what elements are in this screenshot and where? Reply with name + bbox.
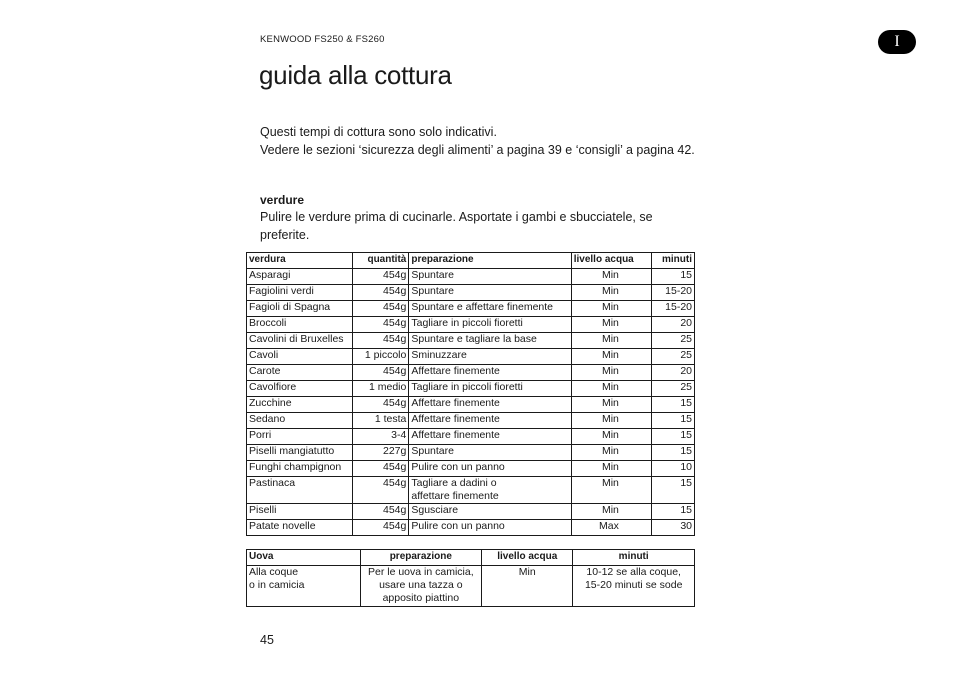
- vegetable-row: [247, 317, 695, 333]
- vegetable-cell: Cavoli: [247, 349, 353, 365]
- vegetable-cell: Porri: [247, 429, 353, 445]
- vegetable-row: [247, 349, 695, 365]
- egg-table: [246, 549, 695, 607]
- vegetable-cell: 10: [651, 461, 694, 477]
- vegetable-cell: Zucchine: [247, 397, 353, 413]
- vegetable-header-cell: livello acqua: [571, 253, 651, 269]
- vegetable-cell: Spuntare: [409, 285, 571, 301]
- vegetable-cell: 1 testa: [353, 413, 409, 429]
- vegetable-header-cell: quantità: [353, 253, 409, 269]
- vegetable-cell: Min: [571, 333, 651, 349]
- vegetable-cell: 1 medio: [353, 381, 409, 397]
- vegetable-cell: 454g: [353, 365, 409, 381]
- vegetable-cell: Piselli: [247, 504, 353, 520]
- vegetable-row: [247, 504, 695, 520]
- vegetable-header-cell: preparazione: [409, 253, 571, 269]
- vegetable-cell: 3-4: [353, 429, 409, 445]
- vegetable-cell: Sgusciare: [409, 504, 571, 520]
- vegetable-row: [247, 365, 695, 381]
- vegetable-row: [247, 381, 695, 397]
- vegetable-cell: Min: [571, 269, 651, 285]
- vegetable-cell: Piselli mangiatutto: [247, 445, 353, 461]
- vegetable-cell: 15: [651, 504, 694, 520]
- vegetable-cell: Min: [571, 504, 651, 520]
- vegetable-cell: Min: [571, 365, 651, 381]
- vegetable-cell: 454g: [353, 301, 409, 317]
- vegetable-cell: 15: [651, 445, 694, 461]
- vegetable-cell: Pastinaca: [247, 477, 353, 504]
- vegetable-cell: Min: [571, 461, 651, 477]
- vegetable-cell: 454g: [353, 397, 409, 413]
- egg-row: [247, 566, 695, 607]
- vegetable-cell: 454g: [353, 520, 409, 536]
- vegetable-cell: Min: [571, 317, 651, 333]
- vegetable-row: [247, 477, 695, 504]
- vegetable-cell: 15-20: [651, 301, 694, 317]
- vegetable-cell: Min: [571, 285, 651, 301]
- egg-table-header: [247, 550, 695, 566]
- vegetable-cell: Max: [571, 520, 651, 536]
- vegetable-cell: Min: [571, 429, 651, 445]
- vegetable-row: [247, 269, 695, 285]
- vegetable-cell: Affettare finemente: [409, 413, 571, 429]
- vegetable-row: [247, 520, 695, 536]
- vegetable-table: [246, 252, 695, 536]
- vegetable-cell: Spuntare e affettare finemente: [409, 301, 571, 317]
- vegetable-cell: 454g: [353, 461, 409, 477]
- vegetable-cell: 20: [651, 365, 694, 381]
- vegetable-cell: Spuntare: [409, 269, 571, 285]
- vegetable-cell: 25: [651, 333, 694, 349]
- vegetable-cell: Funghi champignon: [247, 461, 353, 477]
- egg-cell: Per le uova in camicia, usare una tazza o apposito piattino: [360, 566, 482, 607]
- vegetable-cell: 454g: [353, 269, 409, 285]
- section-text: Pulire le verdure prima di cucinarle. Asportate i gambi e sbucciatele, se preferite.: [260, 210, 653, 242]
- vegetable-cell: Min: [571, 381, 651, 397]
- vegetable-row: [247, 461, 695, 477]
- vegetable-cell: Min: [571, 349, 651, 365]
- egg-header-cell: preparazione: [360, 550, 482, 566]
- vegetable-cell: 30: [651, 520, 694, 536]
- egg-table-body: [247, 566, 695, 607]
- vegetable-cell: Spuntare: [409, 445, 571, 461]
- vegetable-cell: Fagiolini verdi: [247, 285, 353, 301]
- vegetable-cell: 227g: [353, 445, 409, 461]
- vegetable-header-cell: minuti: [651, 253, 694, 269]
- egg-cell: Alla coque o in camicia: [247, 566, 361, 607]
- egg-header-cell: livello acqua: [482, 550, 573, 566]
- vegetable-cell: Carote: [247, 365, 353, 381]
- vegetable-cell: Min: [571, 477, 651, 504]
- language-tab: I: [878, 30, 916, 54]
- vegetable-row: [247, 285, 695, 301]
- vegetable-cell: Sedano: [247, 413, 353, 429]
- vegetable-cell: Fagioli di Spagna: [247, 301, 353, 317]
- vegetable-cell: 25: [651, 381, 694, 397]
- vegetable-row: [247, 445, 695, 461]
- vegetable-row: [247, 413, 695, 429]
- vegetable-header-cell: verdura: [247, 253, 353, 269]
- egg-cell: Min: [482, 566, 573, 607]
- egg-header-cell: minuti: [573, 550, 695, 566]
- vegetable-cell: Tagliare in piccoli fioretti: [409, 317, 571, 333]
- vegetable-row: [247, 301, 695, 317]
- vegetable-cell: 15-20: [651, 285, 694, 301]
- vegetable-cell: Patate novelle: [247, 520, 353, 536]
- vegetable-row: [247, 333, 695, 349]
- vegetable-cell: Pulire con un panno: [409, 461, 571, 477]
- section-heading: verdure: [260, 193, 305, 207]
- intro-text: [260, 123, 700, 159]
- intro-line-1: Questi tempi di cottura sono solo indicativi.: [260, 125, 497, 139]
- egg-cell: 10-12 se alla coque, 15-20 minuti se sode: [573, 566, 695, 607]
- vegetable-cell: Cavolini di Bruxelles: [247, 333, 353, 349]
- vegetable-cell: Min: [571, 301, 651, 317]
- vegetable-table-header: [247, 253, 695, 269]
- vegetable-cell: Min: [571, 413, 651, 429]
- intro-line-2: Vedere le sezioni ‘sicurezza degli alimenti’ a pagina 39 e ‘consigli’ a pagina 42.: [260, 143, 695, 157]
- vegetable-cell: Sminuzzare: [409, 349, 571, 365]
- vegetable-cell: 15: [651, 477, 694, 504]
- vegetable-cell: Spuntare e tagliare la base: [409, 333, 571, 349]
- vegetable-cell: Affettare finemente: [409, 365, 571, 381]
- vegetable-cell: 15: [651, 397, 694, 413]
- vegetable-cell: Broccoli: [247, 317, 353, 333]
- vegetable-row: [247, 397, 695, 413]
- vegetable-cell: 454g: [353, 333, 409, 349]
- vegetable-cell: Min: [571, 397, 651, 413]
- vegetable-cell: Tagliare in piccoli fioretti: [409, 381, 571, 397]
- vegetable-cell: 1 piccolo: [353, 349, 409, 365]
- page-number: 45: [260, 633, 274, 647]
- vegetable-cell: Affettare finemente: [409, 429, 571, 445]
- egg-header-cell: Uova: [247, 550, 361, 566]
- vegetable-cell: 15: [651, 429, 694, 445]
- vegetable-cell: 454g: [353, 477, 409, 504]
- vegetable-table-body: [247, 269, 695, 536]
- vegetable-cell: 454g: [353, 317, 409, 333]
- vegetable-cell: Cavolfiore: [247, 381, 353, 397]
- vegetable-cell: Tagliare a dadini o affettare finemente: [409, 477, 571, 504]
- vegetable-cell: 15: [651, 413, 694, 429]
- vegetable-cell: 454g: [353, 285, 409, 301]
- vegetable-cell: Min: [571, 445, 651, 461]
- page-title: guida alla cottura: [259, 60, 452, 90]
- header-model: KENWOOD FS250 & FS260: [260, 34, 385, 45]
- vegetable-cell: Asparagi: [247, 269, 353, 285]
- vegetable-cell: 20: [651, 317, 694, 333]
- vegetable-cell: Affettare finemente: [409, 397, 571, 413]
- vegetable-cell: Pulire con un panno: [409, 520, 571, 536]
- vegetable-row: [247, 429, 695, 445]
- vegetable-cell: 15: [651, 269, 694, 285]
- vegetable-cell: 454g: [353, 504, 409, 520]
- vegetable-cell: 25: [651, 349, 694, 365]
